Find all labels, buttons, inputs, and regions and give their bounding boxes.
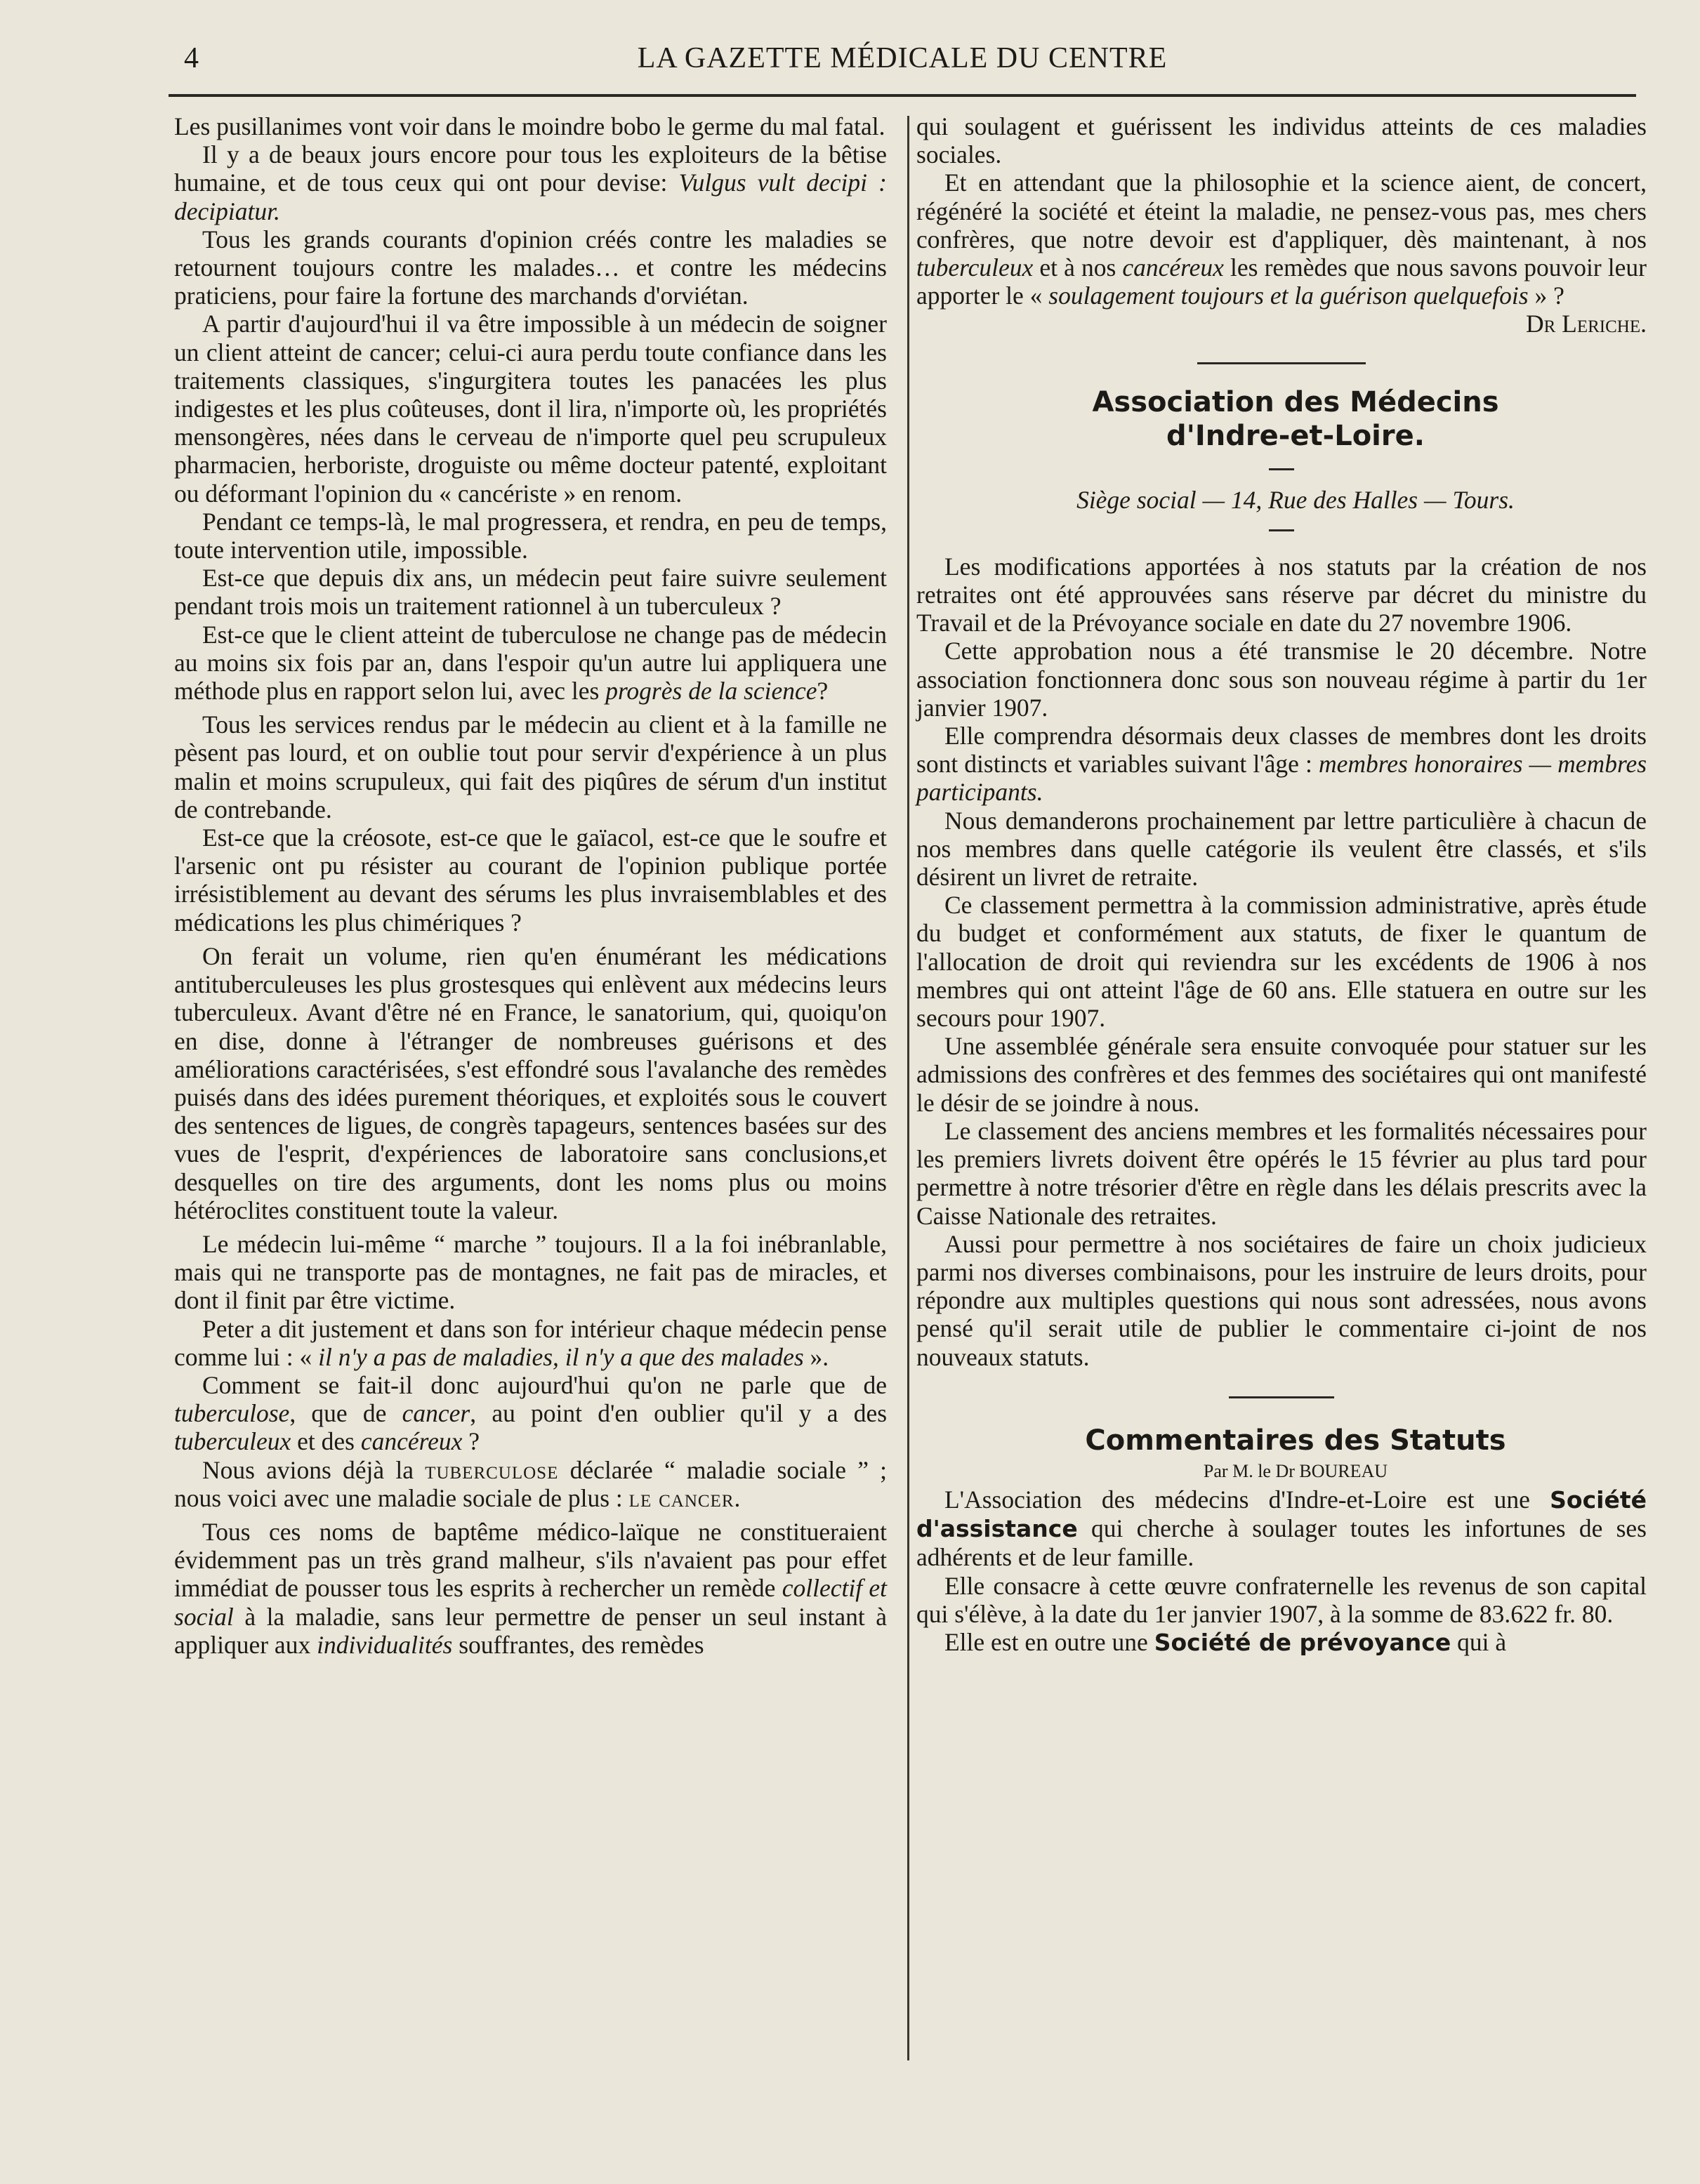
headquarters-line: Siège social — 14, Rue des Halles — Tours. — [1076, 485, 1515, 514]
section-rule — [1229, 1396, 1334, 1398]
paragraph: Elle consacre à cette œuvre confraternelle les revenus de son capital qui s'élève, à la date du 1er janvier 1907, à la somme de 83.622 fr. 80. — [916, 1571, 1647, 1628]
page-header — [169, 39, 1636, 81]
paragraph: Et en attendant que la philosophie et la science aient, de concert, régénéré la société et éteint la maladie, ne pensez-vous pas, mes chers confrères, que notre devoir est d'appliquer, dès maintenant, à nos tuberculeux et à nos cancéreux les remèdes que nous savons pouvoir leur apporter le « soulagement toujours et la guérison quelquefois » ? — [916, 168, 1647, 310]
section-heading: Association des Médecins — [1092, 385, 1499, 418]
paragraph: On ferait un volume, rien qu'en énumérant les médications antituberculeuses les plus grostesques qui enlèvent aux médecins leurs tuberculeux. Avant d'être né en France, le sanatorium, qui, quoiqu'on en dise, donne à l'étranger de nombreuses guérisons et des améliorations caractérisées, s'est effondré sous l'avalanche des remèdes puisés dans des idées purement théoriques, et exploités sous le couvert des sentences de ligues, de congrès tapageurs, sentences basées sur des vues de l'esprit, d'expériences de laboratoire sans conclusions,et desquelles on tire des arguments, dont les noms plus ou moins hétéroclites constituent toute la valeur. — [174, 941, 887, 1224]
paragraph: qui soulagent et guérissent les individus atteints de ces maladies sociales. — [916, 112, 1647, 169]
paragraph: Est-ce que le client atteint de tuberculose ne change pas de médecin au moins six fois par an, dans l'espoir qu'un autre lui appliquera une méthode plus en rapport selon lui, avec les progrès de la science? — [174, 620, 887, 706]
section-heading-commentary: Commentaires des Statuts — [1085, 1424, 1506, 1457]
paragraph: Pendant ce temps-là, le mal progressera, et rendra, en peu de temps, toute intervention utile, impossible. — [174, 507, 887, 564]
paragraph: Le médecin lui-même “ marche ” toujours. Il a la foi inébranlable, mais qui ne transporte pas de montagnes, ne fait pas de miracles, et dont il finit par être victime. — [174, 1229, 887, 1315]
dash-rule — [1269, 529, 1294, 531]
paragraph: Tous les services rendus par le médecin au client et à la famille ne pèsent pas lourd, et on oublie tout pour servir d'expérience à un plus malin et moins scrupuleux, qui fait des piqûres de sérum d'un institut de contrebande. — [174, 710, 887, 823]
page-number: 4 — [184, 42, 199, 74]
paragraph: Aussi pour permettre à nos sociétaires de faire un choix judicieux parmi nos diverses combinaisons, pour les instruire de leurs droits, pour répondre aux multiples questions qui nous sont adressées, nous avons pensé qu'il serait utile de publier le commentaire ci-joint de nos nouveaux statuts. — [916, 1229, 1647, 1371]
paragraph: Une assemblée générale sera ensuite convoquée pour statuer sur les admissions des confrères et des femmes des sociétaires qui ont manifesté le désir de se joindre à nous. — [916, 1032, 1647, 1117]
column-divider — [907, 116, 909, 2060]
paragraph: Est-ce que depuis dix ans, un médecin peut faire suivre seulement pendant trois mois un traitement rationnel à un tuberculeux ? — [174, 564, 887, 621]
paragraph: Elle comprendra désormais deux classes de membres dont les droits sont distincts et variables suivant l'âge : membres honoraires — membres participants. — [916, 722, 1647, 807]
paragraph: Peter a dit justement et dans son for intérieur chaque médecin pense comme lui : « il n'y a pas de maladies, il n'y a que des malades ». — [174, 1314, 887, 1371]
signature: Dr Leriche. — [1525, 310, 1647, 338]
paragraph: Il y a de beaux jours encore pour tous les exploiteurs de la bêtise humaine, et de tous ceux qui ont pour devise: Vulgus vult decipi : decipiatur. — [174, 140, 887, 225]
byline: Par M. le Dr BOUREAU — [1203, 1460, 1388, 1481]
paragraph: Cette approbation nous a été transmise le 20 décembre. Notre association fonctionnera donc sous son nouveau régime à partir du 1er janvier 1907. — [916, 637, 1647, 722]
paragraph: Les modifications apportées à nos statuts par la création de nos retraites ont été approuvées sans réserve par décret du ministre du Travail et de la Prévoyance sociale en date du 27 novembre 1906. — [916, 552, 1647, 637]
paragraph: Tous les grands courants d'opinion créés contre les maladies se retournent toujours contre les malades… et contre les médecins praticiens, pour faire la fortune des marchands d'orviétan. — [174, 225, 887, 310]
right-column — [916, 112, 1647, 1657]
paragraph: Est-ce que la créosote, est-ce que le gaïacol, est-ce que le soufre et l'arsenic ont pu résister au courant de l'opinion publique portée irrésistiblement au devant des sérums les plus invraisemblables et des médications les plus chimériques ? — [174, 823, 887, 937]
header-rule — [169, 94, 1636, 97]
section-heading-line-2: d'Indre-et-Loire. — [1166, 419, 1425, 452]
paragraph: Comment se fait-il donc aujourd'hui qu'on ne parle que de tuberculose, que de cancer, au point d'en oublier qu'il y a des tuberculeux et des cancéreux ? — [174, 1370, 888, 1456]
latin-motto: Vulgus vult decipi : decipiatur. — [174, 168, 887, 225]
paragraph: Tous ces noms de baptême médico-laïque ne constitueraient évidemment pas un très grand malheur, s'ils n'avaient pas pour effet immédiat de pousser tous les esprits à rechercher un remède collectif et social à la maladie, sans leur permettre de penser un seul instant à appliquer aux individualités souffrantes, des remèdes — [174, 1517, 887, 1659]
section-rule — [1197, 362, 1366, 364]
paragraph: Nous demanderons prochainement par lettre particulière à chacun de nos membres dans quelle catégorie ils veulent être classés, et s'ils désirent un livret de retraite. — [916, 806, 1647, 892]
running-title: LA GAZETTE MÉDICALE DU CENTRE — [637, 42, 1168, 74]
left-column — [174, 112, 887, 1659]
paragraph: Elle est en outre une Société de prévoyance qui à — [944, 1627, 1507, 1656]
paragraph: Les pusillanimes vont voir dans le moindre bobo le germe du mal fatal. — [174, 112, 885, 140]
paragraph: A partir d'aujourd'hui il va être impossible à un médecin de soigner un client atteint de cancer; celui-ci aura perdu toute confiance dans les traitements classiques, s'ingurgitera toutes les panacées les plus indigestes et les plus coûteuses, dont il lira, n'importe où, les propriétés mensongères, nées dans le cerveau de n'importe quel peu scrupuleux pharmacien, herboriste, droguiste ou même docteur patenté, exploitant ou déformant l'opinion du « cancériste » en renom. — [174, 310, 887, 508]
paragraph: L'Association des médecins d'Indre-et-Loire est une Société d'assistance qui cherche à soulager toutes les infortunes de ses adhérents et de leur famille. — [916, 1485, 1647, 1572]
dash-rule — [1269, 468, 1294, 470]
paragraph: Le classement des anciens membres et les formalités nécessaires pour les premiers livrets doivent être opérés le 15 février au plus tard pour permettre à notre trésorier d'être en règle dans les délais prescrits avec la Caisse Nationale des retraites. — [916, 1116, 1647, 1230]
paragraph: Ce classement permettra à la commission administrative, après étude du budget et conformément aux statuts, de fixer le quantum de l'allocation de droit qui reviendra sur les excédents de 1906 à nos membres qui ont atteint l'âge de 60 ans. Elle statuera en outre sur les secours pour 1907. — [916, 891, 1647, 1033]
paragraph: Nous avions déjà la tuberculose déclarée “ maladie sociale ” ; nous voici avec une maladie sociale de plus : le cancer. — [174, 1455, 888, 1512]
